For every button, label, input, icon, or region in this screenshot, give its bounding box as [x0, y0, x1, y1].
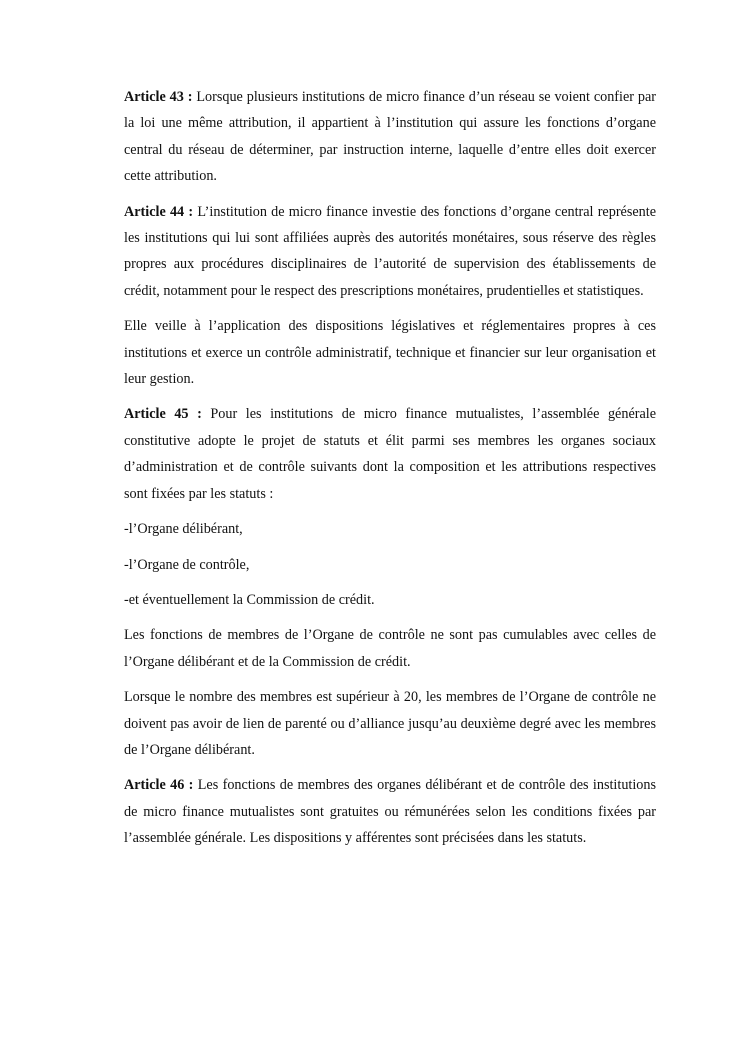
article-44-continuation-text: Elle veille à l’application des dispositions législatives et réglementaires propres à ces institutions et exerce un contrôle administratif, technique et financier sur leur organisation et leur gestion.: [124, 318, 656, 388]
article-45-text: Pour les institutions de micro finance mutualistes, l’assemblée générale constitutive adopte le projet de statuts et élit parmi ses membres les organes sociaux d’administration et de contrôle suivants dont la composition et les attributions respectives sont fixées par les statuts :: [124, 406, 657, 502]
cumul-paragraph: [124, 622, 656, 675]
article-43-paragraph: [124, 84, 656, 190]
list-item-text: -l’Organe délibérant,: [124, 521, 243, 538]
list-item-text: -et éventuellement la Commission de crédit.: [124, 591, 375, 608]
article-46-label: Article 46 :: [124, 777, 194, 794]
cumul-text: Les fonctions de membres de l’Organe de contrôle ne sont pas cumulables avec celles de l’Organe délibérant et de la Commission de crédit.: [124, 627, 656, 670]
article-44-continuation-paragraph: [124, 313, 656, 392]
article-44-label: Article 44 :: [124, 203, 194, 220]
article-43-text: Lorsque plusieurs institutions de micro finance d’un réseau se voient confier par la loi une même attribution, il appartient à l’institution qui assure les fonctions d’organe central du réseau de déterminer, par instruction interne, laquelle d’entre elles doit exercer cette attribution.: [124, 89, 657, 185]
parente-paragraph: [124, 684, 656, 763]
document-page: [124, 84, 656, 861]
list-item-text: -l’Organe de contrôle,: [124, 556, 250, 573]
list-item-organe-deliberant: [124, 516, 656, 542]
article-45-label: Article 45 :: [124, 406, 202, 423]
list-item-organe-controle: [124, 552, 656, 578]
article-46-text: Les fonctions de membres des organes délibérant et de contrôle des institutions de micro finance mutualistes sont gratuites ou rémunérées selon les conditions fixées par l’assemblée générale. Les dispositions y afférentes sont précisées dans les statuts.: [124, 777, 657, 847]
article-43-label: Article 43 :: [124, 89, 193, 105]
parente-text: Lorsque le nombre des membres est supérieur à 20, les membres de l’Organe de contrôle ne doivent pas avoir de lien de parenté ou d’alliance jusqu’au deuxième degré avec les membres de l’Organe délibérant.: [124, 689, 656, 758]
article-44-paragraph: [124, 199, 656, 305]
list-item-commission-credit: [124, 587, 656, 613]
article-44-text: L’institution de micro finance investie des fonctions d’organe central représente les institutions qui lui sont affiliées auprès des autorités monétaires, sous réserve des règles propres aux procédures disciplinaires de l’autorité de supervision des établissements de crédit, notamment pour le respect des prescriptions monétaires, prudentielles et statistiques.: [124, 203, 656, 299]
article-46-paragraph: [124, 772, 656, 851]
article-45-paragraph: [124, 401, 656, 507]
